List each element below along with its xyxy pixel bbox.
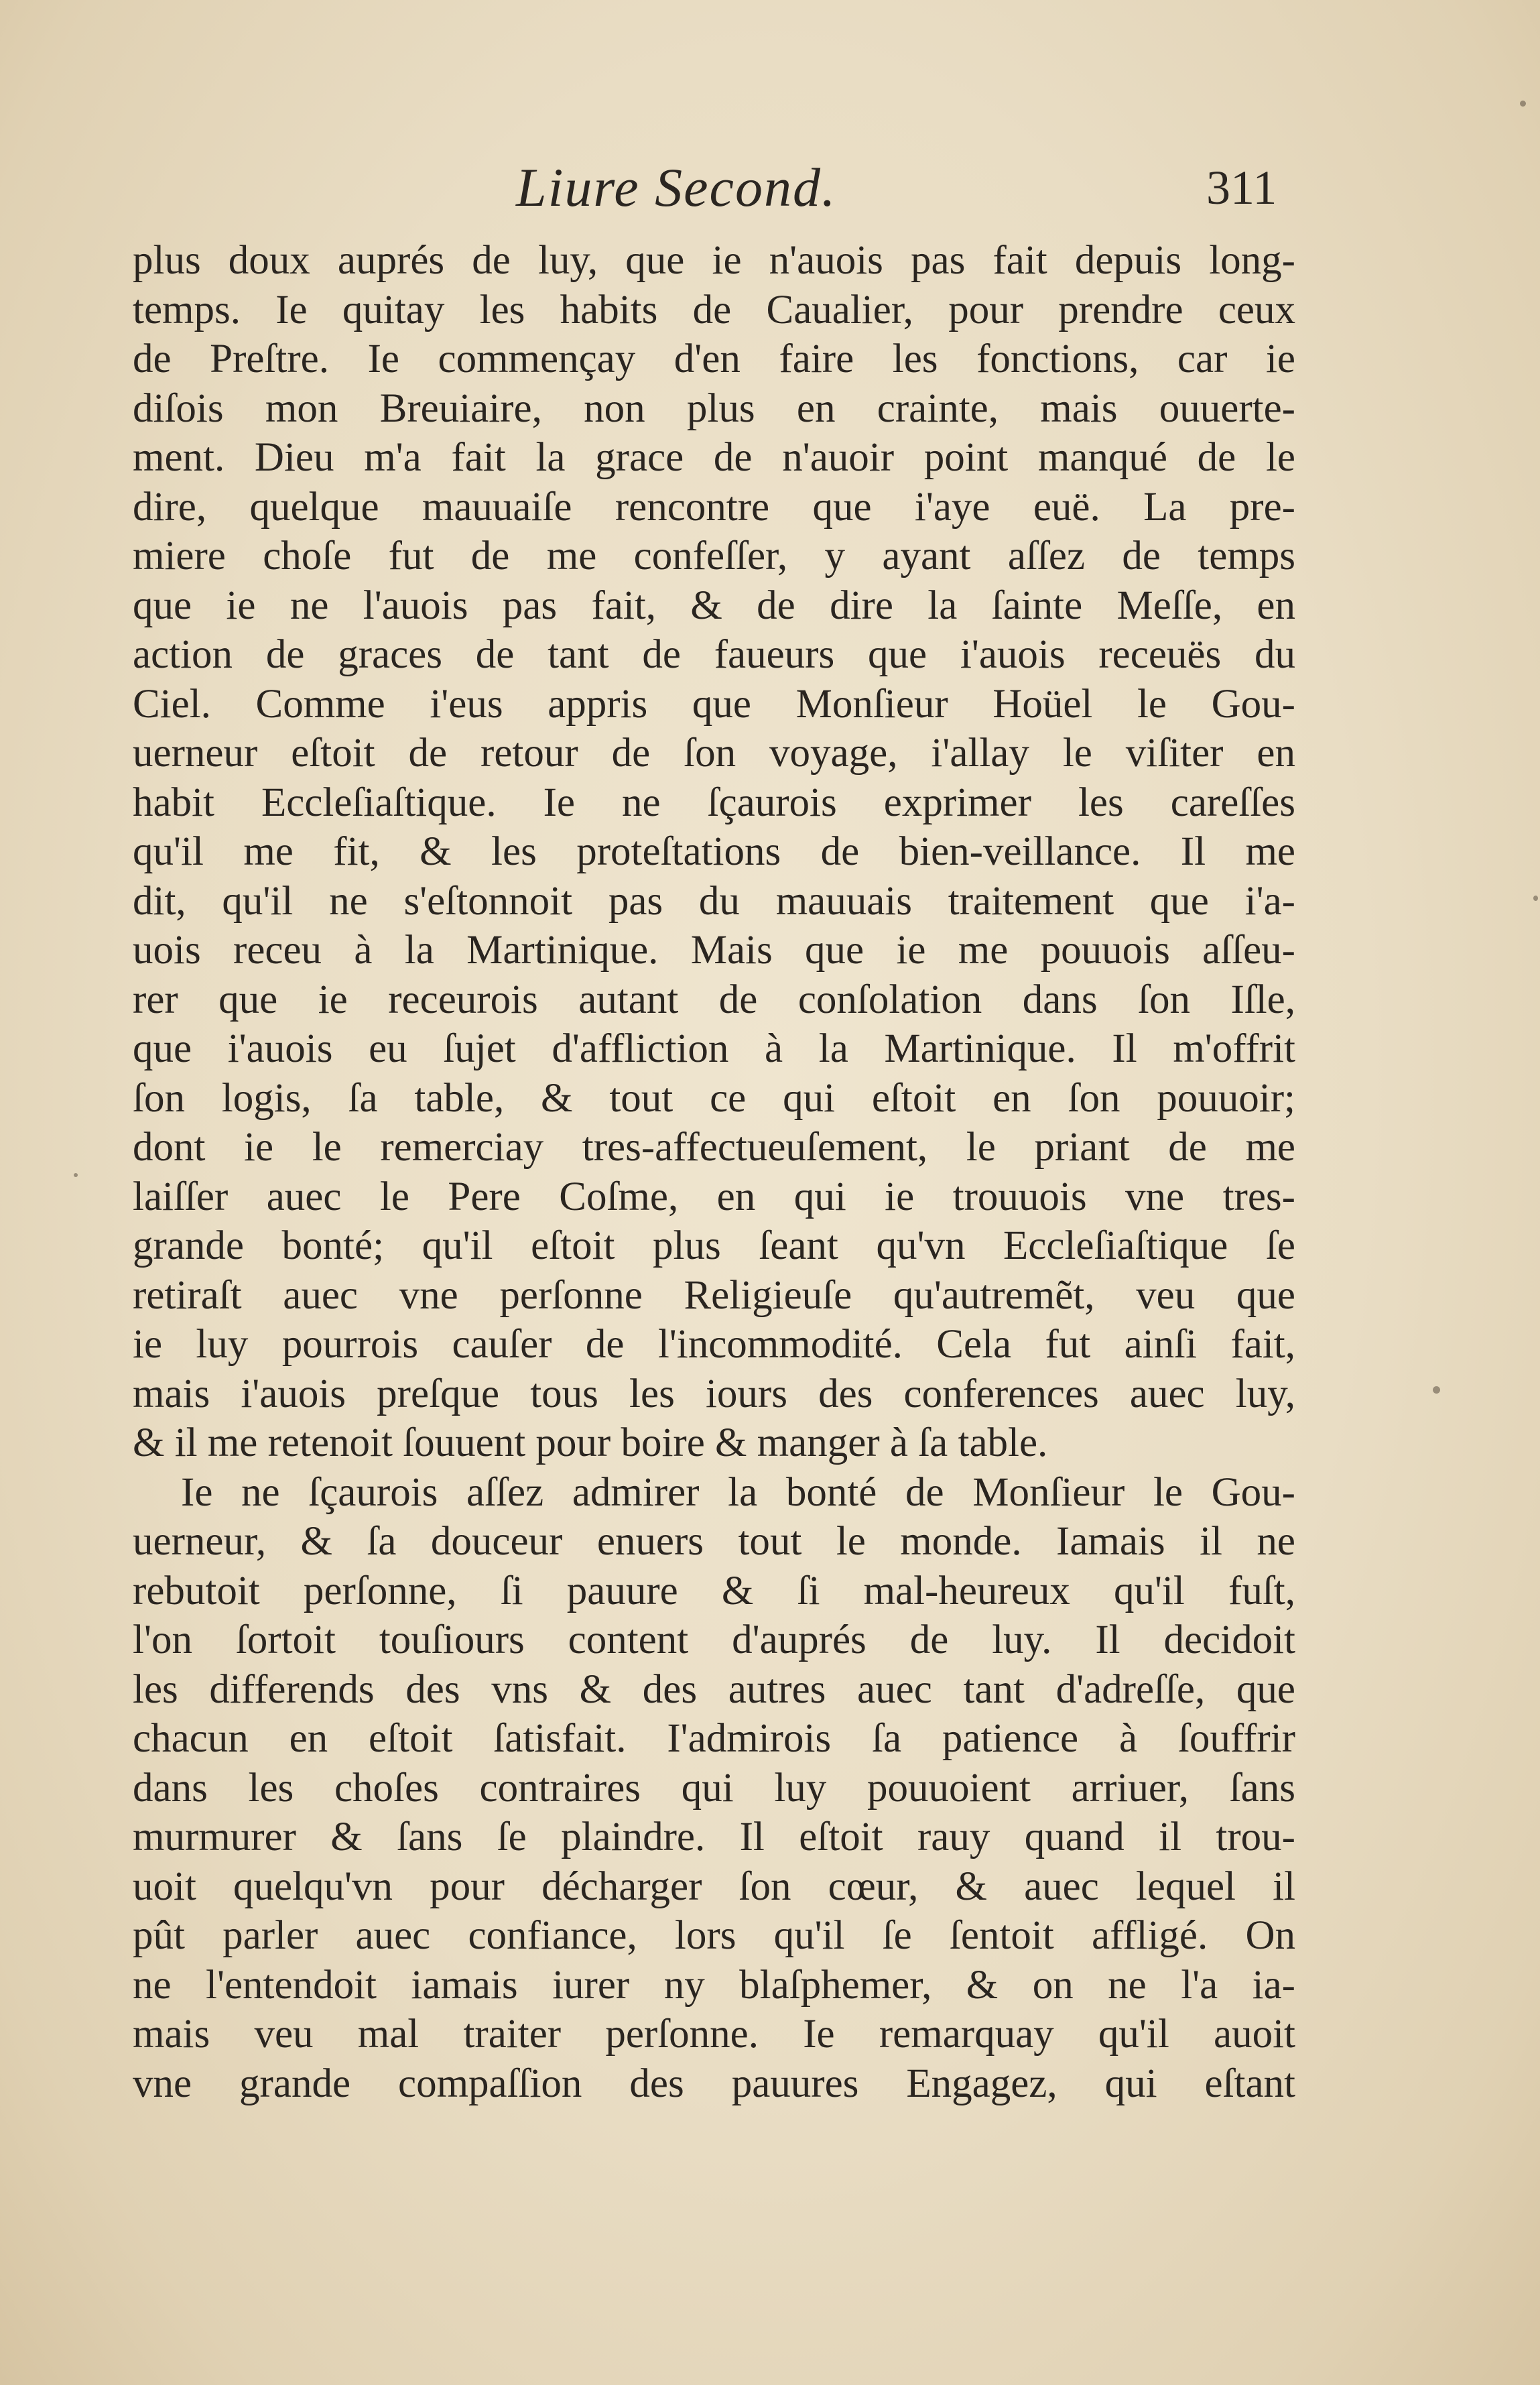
- text-line: dont ie le remerciay tres-affectueuſement, le priant de me: [133, 1125, 1295, 1170]
- text-line: pût parler auec confiance, lors qu'il ſe ſentoit affligé. On: [133, 1913, 1295, 1958]
- text-line: diſois mon Breuiaire, non plus en crainte, mais ouuerte-: [133, 385, 1295, 431]
- text-line: & il me retenoit ſouuent pour boire & manger à ſa table.: [133, 1420, 1048, 1465]
- text-line: action de graces de tant de faueurs que i'auois receuës du: [133, 632, 1295, 677]
- text-line: plus doux auprés de luy, que ie n'auois pas fait depuis long-: [133, 238, 1295, 283]
- paper-speck: [74, 1173, 78, 1177]
- text-line: rer que ie receurois autant de conſolation dans ſon Iſle,: [133, 977, 1295, 1022]
- text-line: temps. Ie quitay les habits de Caualier, pour prendre ceux: [133, 287, 1295, 332]
- text-line: dire, quelque mauuaiſe rencontre que i'aye euë. La pre-: [133, 484, 1295, 530]
- paper-speck: [1533, 896, 1538, 901]
- text-line: ie luy pourrois cauſer de l'incommodité. Cela fut ainſi fait,: [133, 1322, 1295, 1367]
- text-line: laiſſer auec le Pere Coſme, en qui ie trouuois vne tres-: [133, 1174, 1295, 1219]
- body-text: [133, 236, 1295, 2108]
- text-line: mais i'auois preſque tous les iours des conferences auec luy,: [133, 1371, 1295, 1416]
- text-line: dit, qu'il ne s'eſtonnoit pas du mauuais traitement que i'a-: [133, 878, 1295, 924]
- text-line: uerneur, & ſa douceur enuers tout le monde. Iamais il ne: [133, 1519, 1295, 1564]
- text-line: uerneur eſtoit de retour de ſon voyage, i'allay le viſiter en: [133, 731, 1295, 776]
- text-line: miere choſe fut de me confeſſer, y ayant aſſez de temps: [133, 534, 1295, 578]
- text-line: uoit quelqu'vn pour décharger ſon cœur, & auec lequel il: [133, 1863, 1295, 1909]
- text-line: que i'auois eu ſujet d'affliction à la Martinique. Il m'offrit: [133, 1026, 1295, 1071]
- text-line: murmurer & ſans ſe plaindre. Il eſtoit rauy quand il trou-: [133, 1815, 1295, 1859]
- text-line: mais veu mal traiter perſonne. Ie remarquay qu'il auoit: [133, 2012, 1295, 2057]
- text-line: Ie ne ſçaurois aſſez admirer la bonté de Monſieur le Gou-: [181, 1469, 1295, 1515]
- running-title: Liure Second.: [516, 157, 837, 218]
- text-line: que ie ne l'auois pas fait, & de dire la ſainte Meſſe, en: [133, 583, 1295, 628]
- text-line: ſon logis, ſa table, & tout ce qui eſtoit en ſon pouuoir;: [133, 1075, 1295, 1121]
- text-line: chacun en eſtoit ſatisfait. I'admirois ſa patience à ſouffrir: [133, 1716, 1295, 1761]
- paper-speck: [1520, 101, 1526, 107]
- text-line: grande bonté; qu'il eſtoit plus ſeant qu'vn Eccleſiaſtique ſe: [133, 1223, 1295, 1268]
- text-line: ment. Dieu m'a fait la grace de n'auoir point manqué de le: [133, 435, 1295, 480]
- text-line: uois receu à la Martinique. Mais que ie me pouuois aſſeu-: [133, 928, 1295, 973]
- text-line: habit Eccleſiaſtique. Ie ne ſçaurois exprimer les careſſes: [133, 780, 1295, 825]
- text-line: de Preſtre. Ie commençay d'en faire les fonctions, car ie: [133, 337, 1295, 381]
- page-header: [0, 151, 1540, 231]
- text-line: qu'il me fit, & les proteſtations de bien-veillance. Il me: [133, 829, 1295, 874]
- text-line: les differends des vns & des autres auec tant d'adreſſe, que: [133, 1666, 1295, 1712]
- page-number: 311: [1206, 161, 1277, 215]
- text-line: ne l'entendoit iamais iurer ny blaſphemer, & on ne l'a ia-: [133, 1962, 1295, 2008]
- text-line: dans les choſes contraires qui luy pouuoient arriuer, ſans: [133, 1765, 1295, 1811]
- text-line: l'on ſortoit touſiours content d'auprés de luy. Il decidoit: [133, 1617, 1295, 1662]
- text-line: retiraſt auec vne perſonne Religieuſe qu'autremẽt, veu que: [133, 1272, 1295, 1318]
- text-line: Ciel. Comme i'eus appris que Monſieur Hoüel le Gou-: [133, 681, 1295, 727]
- text-line: rebutoit perſonne, ſi pauure & ſi mal-heureux qu'il fuſt,: [133, 1568, 1295, 1613]
- text-line: vne grande compaſſion des pauures Engagez, qui eſtant: [133, 2061, 1295, 2106]
- paper-speck: [1433, 1386, 1440, 1394]
